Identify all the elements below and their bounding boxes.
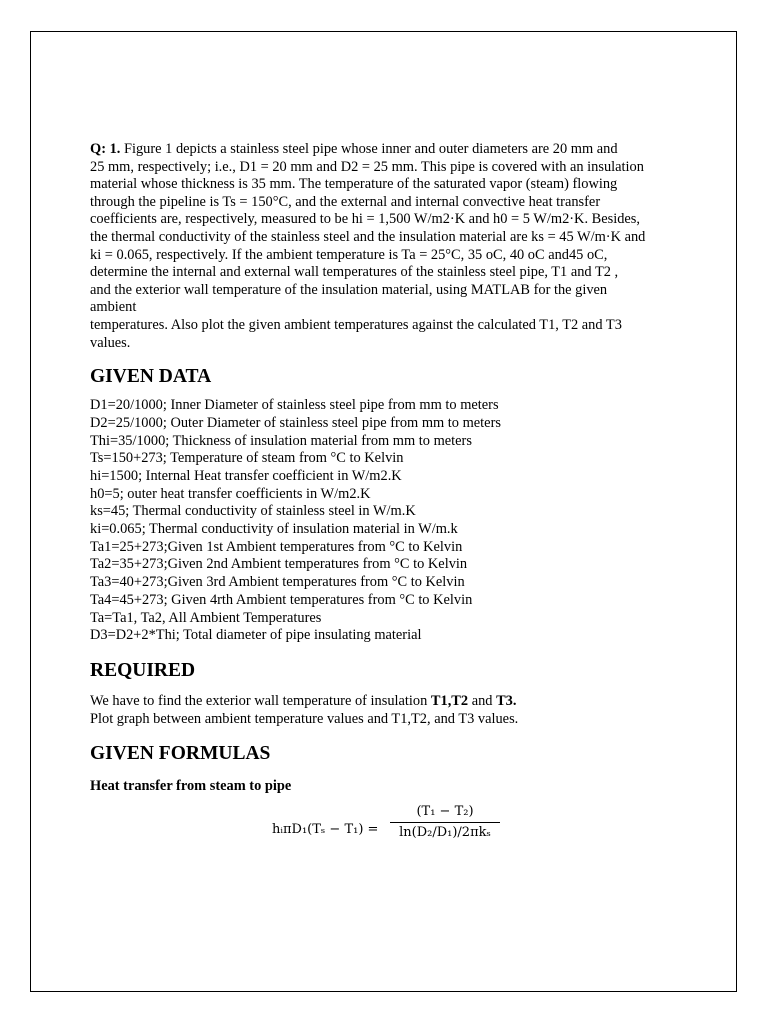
given-data-line: Thi=35/1000; Thickness of insulation material from mm to meters [90,432,472,449]
given-data-line: Ta1=25+273;Given 1st Ambient temperatures from °C to Kelvin [90,538,463,555]
given-data-line: Ta4=45+273; Given 4rth Ambient temperatures from °C to Kelvin [90,591,473,608]
given-data-line: Ta3=40+273;Given 3rd Ambient temperatures from °C to Kelvin [90,574,465,591]
given-data-line: D2=25/1000; Outer Diameter of stainless steel pipe from mm to meters [90,414,501,431]
question-line-10: ambient [90,299,137,316]
given-data-line: ki=0.065; Thermal conductivity of insulation material in W/m.k [90,521,458,538]
given-data-line: Ta2=35+273;Given 2nd Ambient temperatures from °C to Kelvin [90,556,468,573]
given-data-line: Ta=Ta1, Ta2, All Ambient Temperatures [90,609,322,626]
question-label: Q: 1. [90,141,121,157]
question-line-3: material whose thickness is 35 mm. The temperature of the saturated vapor (steam) flowing [90,176,618,193]
question-line-12: values. [90,334,131,351]
question-line-5: coefficients are, respectively, measured to be hi = 1,500 W/m2·K and h0 = 5 W/m2·K. Besides, [90,211,641,228]
question-line-8: determine the internal and external wall temperatures of the stainless steel pipe, T1 and T2 , [90,264,619,281]
equation-fraction [390,803,500,842]
formula-subheading: Heat transfer from steam to pipe [90,778,292,795]
question-line-11: temperatures. Also plot the given ambient temperatures against the calculated T1, T2 and T3 [90,316,622,333]
question-line-4: through the pipeline is Ts = 150°C, and the external and internal convective heat transfer [90,193,601,210]
question-line-7: ki = 0.065, respectively. If the ambient temperature is Ta = 25°C, 35 oC, 40 oC and45 oC, [90,246,608,263]
required-line-1 [90,693,680,711]
given-data-line: D1=20/1000; Inner Diameter of stainless steel pipe from mm to meters [90,397,499,414]
given-data-line: ks=45; Thermal conductivity of stainless steel in W/m.K [90,503,416,520]
required-text-and: and [468,692,497,709]
question-line-6: the thermal conductivity of the stainless steel and the insulation material are ks = 45 W/m·K and [90,228,646,245]
given-data-list [90,397,680,645]
fraction-bar [390,822,500,823]
document-body [90,141,680,858]
equation-left-side: hᵢπD₁(Tₛ − T₁) = [272,822,379,838]
required-heading: REQUIRED [90,659,196,681]
required-text: We have to find the exterior wall temperature of insulation [90,692,431,709]
required-section [90,693,680,728]
question-paragraph [90,141,680,352]
equation-denominator: ln(D₂/D₁)/2πkₛ [399,825,491,841]
heat-transfer-equation [90,798,680,858]
required-line-2: Plot graph between ambient temperature values and T1,T2, and T3 values. [90,710,519,727]
required-bold-t3: T3. [496,692,517,709]
formulas-heading: GIVEN FORMULAS [90,743,271,765]
equation-numerator: (T₁ − T₂) [416,804,474,820]
question-line-2: 25 mm, respectively; i.e., D1 = 20 mm and D2 = 25 mm. This pipe is covered with an insulation [90,158,644,175]
question-line-1: Figure 1 depicts a stainless steel pipe whose inner and outer diameters are 20 mm and [120,141,618,157]
given-data-line: D3=D2+2*Thi; Total diameter of pipe insulating material [90,627,422,644]
given-data-line: Ts=150+273; Temperature of steam from °C to Kelvin [90,450,404,467]
given-data-line: h0=5; outer heat transfer coefficients in W/m2.K [90,485,371,502]
required-bold-t1t2: T1,T2 [430,692,469,709]
given-data-line: hi=1500; Internal Heat transfer coefficient in W/m2.K [90,467,402,484]
given-data-heading: GIVEN DATA [90,366,212,388]
question-line-9: and the exterior wall temperature of the insulation material, using MATLAB for the given [90,281,608,298]
